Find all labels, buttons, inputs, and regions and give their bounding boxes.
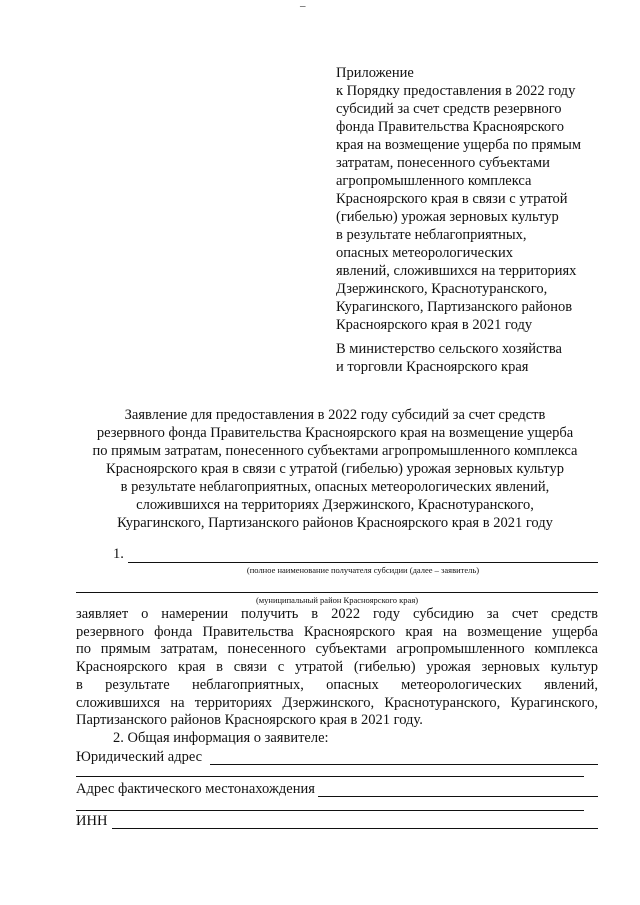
general-info-heading: 2. Общая информация о заявителе:	[113, 730, 329, 746]
appendix-line: затратам, понесенного субъектами	[336, 155, 550, 171]
statement-line: Красноярского края в связи с утратой (гибелью) урожая зерновых культур	[76, 659, 598, 676]
appendix-line: фонда Правительства Красноярского	[336, 119, 564, 135]
appendix-line: субсидий за счет средств резервного	[336, 101, 562, 117]
title-line: Красноярского края в связи с утратой (гибелью) урожая зерновых культур	[106, 461, 564, 477]
statement-line: сложившихся на территориях Дзержинского, Краснотуранского, Курагинского,	[76, 694, 598, 711]
actual-address-label: Адрес фактического местонахождения	[76, 781, 315, 797]
statement-paragraph	[76, 606, 598, 730]
recipient-name-field[interactable]	[128, 562, 598, 563]
appendix-line: опасных метеорологических	[336, 245, 513, 261]
district-field[interactable]	[76, 592, 598, 593]
title-line: по прямым затратам, понесенного субъектами агропромышленного комплекса	[92, 443, 578, 459]
addressee-line: В министерство сельского хозяйства	[336, 341, 562, 357]
title-line: резервного фонда Правительства Красноярского края на возмещение ущерба	[96, 425, 574, 441]
title-line: сложившихся на территориях Дзержинского, Краснотуранского,	[136, 497, 534, 513]
appendix-header	[336, 64, 626, 334]
appendix-line: к Порядку предоставления в 2022 году	[336, 83, 576, 99]
document-title	[70, 406, 600, 532]
statement-line: резервного фонда Правительства Красноярского края на возмещение ущерба	[76, 623, 598, 640]
appendix-line: явлений, сложившихся на территориях	[336, 263, 577, 279]
addressee-block	[336, 340, 562, 376]
statement-line: в результате неблагоприятных, опасных метеорологических явлений,	[76, 676, 598, 693]
actual-address-field-continued[interactable]	[76, 810, 584, 811]
appendix-line: в результате неблагоприятных,	[336, 227, 527, 243]
actual-address-field[interactable]	[318, 796, 598, 797]
statement-line: заявляет о намерении получить в 2022 году субсидию за счет средств	[76, 606, 598, 622]
title-line: в результате неблагоприятных, опасных метеорологических явлений,	[120, 479, 550, 495]
title-line: Заявление для предоставления в 2022 году субсидий за счет средств	[124, 407, 546, 423]
addressee-line: и торговли Красноярского края	[336, 359, 529, 375]
page-marker: –	[300, 0, 306, 12]
item-1-number: 1.	[113, 546, 124, 562]
appendix-line: Красноярского края в 2021 году	[336, 317, 533, 333]
recipient-caption: (полное наименование получателя субсидии (далее – заявитель)	[246, 565, 480, 575]
district-caption: (муниципальный район Красноярского края)	[255, 595, 419, 605]
statement-line: Партизанского районов Красноярского края в 2021 году.	[76, 712, 423, 729]
inn-field[interactable]	[112, 828, 598, 829]
appendix-line: Красноярского края в связи с утратой	[336, 191, 568, 207]
appendix-line: Курагинского, Партизанского районов	[336, 299, 573, 315]
inn-label: ИНН	[76, 813, 108, 829]
title-line: Курагинского, Партизанского районов Красноярского края в 2021 году	[117, 515, 553, 531]
legal-address-field[interactable]	[210, 764, 598, 765]
appendix-line: Дзержинского, Краснотуранского,	[336, 281, 548, 297]
appendix-line: края на возмещение ущерба по прямым	[336, 137, 582, 153]
appendix-line: агропромышленного комплекса	[336, 173, 532, 189]
statement-line: по прямым затратам, понесенного субъектами агропромышленного комплекса	[76, 641, 598, 658]
legal-address-label: Юридический адрес	[76, 749, 203, 765]
appendix-line: Приложение	[336, 65, 414, 81]
legal-address-field-continued[interactable]	[76, 776, 584, 777]
appendix-line: (гибелью) урожая зерновых культур	[336, 209, 559, 225]
